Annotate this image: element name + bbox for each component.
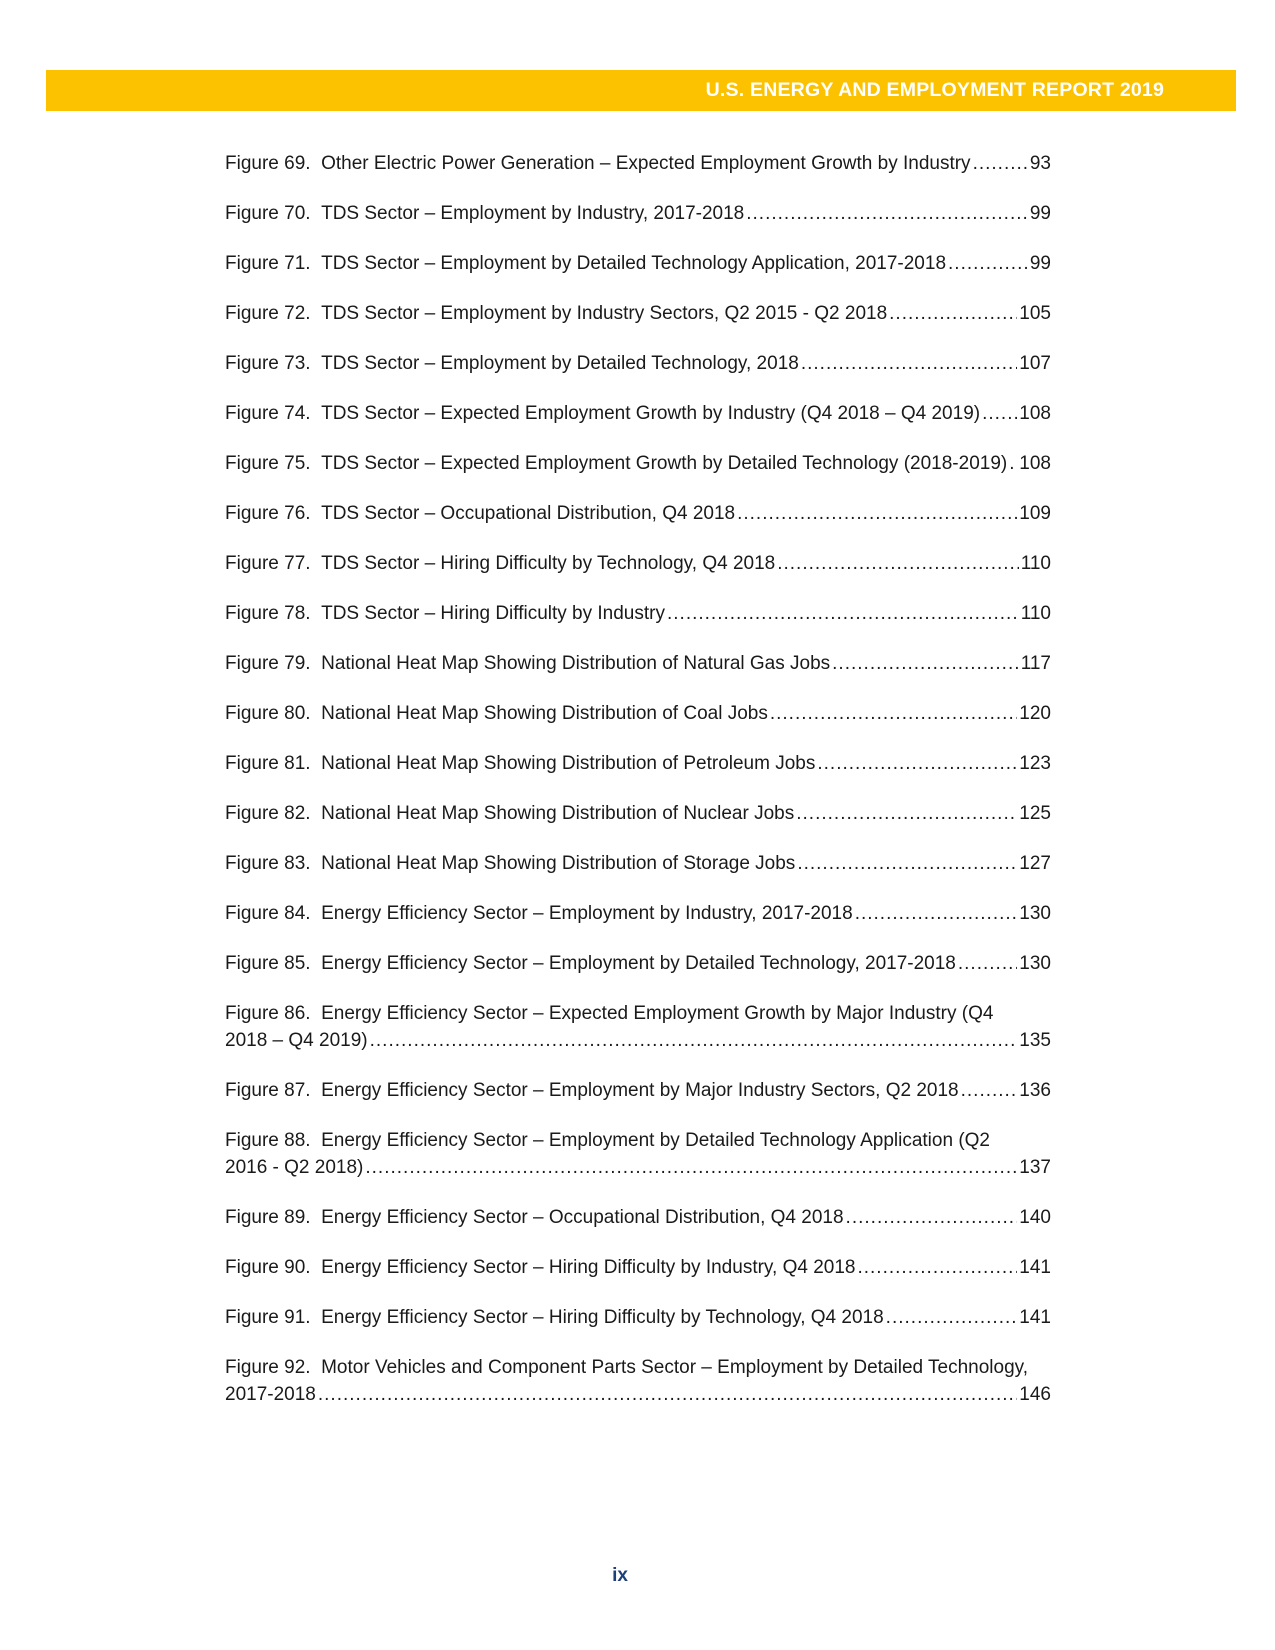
- toc-entry[interactable]: [225, 600, 1051, 627]
- figure-title: Energy Efficiency Sector – Hiring Difficulty by Technology, Q4 2018: [321, 1307, 884, 1328]
- page-ref: 137: [1019, 1157, 1051, 1178]
- toc-entry[interactable]: [225, 1077, 1051, 1104]
- figure-title: TDS Sector – Employment by Industry, 2017-2018: [321, 203, 745, 224]
- figure-caption: [225, 1254, 855, 1281]
- dot-leader: [832, 650, 1019, 677]
- figure-label: Figure 81.: [225, 753, 311, 774]
- toc-entry[interactable]: [225, 450, 1051, 477]
- figure-caption: [225, 850, 795, 877]
- figure-label: Figure 83.: [225, 853, 311, 874]
- page-ref: 110: [1020, 603, 1051, 624]
- dot-leader: [817, 750, 1017, 777]
- figure-title: Energy Efficiency Sector – Employment by Detailed Technology Application (Q2: [321, 1130, 990, 1151]
- figure-title: TDS Sector – Expected Employment Growth by Detailed Technology (2018-2019): [321, 453, 1008, 474]
- figure-title: TDS Sector – Expected Employment Growth by Industry (Q4 2018 – Q4 2019): [321, 403, 981, 424]
- page-ref: 99: [1029, 203, 1051, 224]
- figure-title: Motor Vehicles and Component Parts Sector – Employment by Detailed Technology,: [321, 1357, 1029, 1378]
- page-ref: 109: [1019, 503, 1051, 524]
- figure-caption: [225, 450, 1007, 477]
- toc-entry[interactable]: [225, 1127, 1051, 1181]
- figure-label: Figure 73.: [225, 353, 311, 374]
- dot-leader: [365, 1154, 1017, 1181]
- figure-label: Figure 84.: [225, 903, 311, 924]
- figure-label: Figure 89.: [225, 1207, 311, 1228]
- toc-entry[interactable]: [225, 500, 1051, 527]
- toc-entry[interactable]: [225, 1204, 1051, 1231]
- figure-title: Energy Efficiency Sector – Employment by Industry, 2017-2018: [321, 903, 853, 924]
- figure-caption: [225, 1077, 959, 1104]
- page-ref: 107: [1019, 353, 1051, 374]
- figure-label: Figure 86.: [225, 1003, 311, 1024]
- dot-leader: [770, 700, 1017, 727]
- figure-title: National Heat Map Showing Distribution of Coal Jobs: [321, 703, 768, 724]
- figure-caption: [225, 200, 744, 227]
- dot-leader: [855, 900, 1018, 927]
- toc-entry[interactable]: [225, 400, 1051, 427]
- figure-label: Figure 92.: [225, 1357, 311, 1378]
- figure-label: Figure 72.: [225, 303, 311, 324]
- figure-label: Figure 87.: [225, 1080, 311, 1101]
- toc-entry[interactable]: [225, 750, 1051, 777]
- figure-title: National Heat Map Showing Distribution of Natural Gas Jobs: [321, 653, 831, 674]
- figure-caption: [225, 900, 853, 927]
- figure-caption: [225, 1204, 844, 1231]
- figure-caption: [225, 950, 956, 977]
- figure-caption: [225, 750, 815, 777]
- figure-caption: [225, 150, 971, 177]
- toc-entry[interactable]: [225, 550, 1051, 577]
- figure-label: Figure 90.: [225, 1257, 311, 1278]
- figure-label: Figure 70.: [225, 203, 311, 224]
- page-ref: 117: [1020, 653, 1051, 674]
- figure-caption: [225, 400, 980, 427]
- toc-entry[interactable]: [225, 650, 1051, 677]
- figure-label: Figure 74.: [225, 403, 311, 424]
- dot-leader: [801, 350, 1017, 377]
- figure-title-continued: 2018 – Q4 2019): [225, 1030, 368, 1051]
- figure-title-continued: 2016 - Q2 2018): [225, 1157, 364, 1178]
- dot-leader: [797, 850, 1017, 877]
- toc-entry[interactable]: [225, 1354, 1051, 1408]
- figure-caption: [225, 550, 775, 577]
- figure-label: Figure 75.: [225, 453, 311, 474]
- page-ref: 110: [1020, 553, 1051, 574]
- toc-entry[interactable]: [225, 700, 1051, 727]
- dot-leader: [973, 150, 1028, 177]
- toc-entry[interactable]: [225, 200, 1051, 227]
- page-ref: 120: [1019, 703, 1051, 724]
- toc-entry[interactable]: [225, 250, 1051, 277]
- page-ref: 130: [1019, 903, 1051, 924]
- page-ref: 146: [1019, 1384, 1051, 1405]
- toc-entry[interactable]: [225, 900, 1051, 927]
- figure-caption: [225, 800, 794, 827]
- figure-title: TDS Sector – Employment by Detailed Technology, 2018: [321, 353, 799, 374]
- report-title: U.S. ENERGY AND EMPLOYMENT REPORT 2019: [705, 79, 1164, 101]
- figure-caption: [225, 700, 768, 727]
- figure-title: TDS Sector – Hiring Difficulty by Industry: [321, 603, 665, 624]
- figure-label: Figure 91.: [225, 1307, 311, 1328]
- figure-title: National Heat Map Showing Distribution of Storage Jobs: [321, 853, 796, 874]
- figure-title: Energy Efficiency Sector – Expected Employment Growth by Major Industry (Q4: [321, 1003, 994, 1024]
- dot-leader: [948, 250, 1028, 277]
- figure-title: Energy Efficiency Sector – Employment by Major Industry Sectors, Q2 2018: [321, 1080, 959, 1101]
- figure-title: TDS Sector – Employment by Detailed Technology Application, 2017-2018: [321, 253, 947, 274]
- figure-label: Figure 79.: [225, 653, 311, 674]
- figure-title: Other Electric Power Generation – Expected Employment Growth by Industry: [321, 153, 971, 174]
- toc-entry[interactable]: [225, 150, 1051, 177]
- figure-caption: [225, 250, 946, 277]
- figure-title-continued: 2017-2018: [225, 1384, 316, 1405]
- page-ref: 130: [1019, 953, 1051, 974]
- dot-leader: [1009, 450, 1017, 477]
- toc-entry[interactable]: [225, 350, 1051, 377]
- toc-entry[interactable]: [225, 950, 1051, 977]
- toc-entry[interactable]: [225, 800, 1051, 827]
- figure-label: Figure 88.: [225, 1130, 311, 1151]
- figure-title: TDS Sector – Occupational Distribution, Q4 2018: [321, 503, 736, 524]
- figure-label: Figure 80.: [225, 703, 311, 724]
- figure-label: Figure 85.: [225, 953, 311, 974]
- toc-entry[interactable]: [225, 1304, 1051, 1331]
- dot-leader: [777, 550, 1018, 577]
- page-ref: 140: [1019, 1207, 1051, 1228]
- page-ref: 108: [1019, 403, 1051, 424]
- dot-leader: [886, 1304, 1018, 1331]
- figure-caption: [225, 600, 665, 627]
- page-ref: 93: [1029, 153, 1051, 174]
- dot-leader: [370, 1027, 1018, 1054]
- figure-title: TDS Sector – Employment by Industry Sectors, Q2 2015 - Q2 2018: [321, 303, 888, 324]
- figure-label: Figure 77.: [225, 553, 311, 574]
- dot-leader: [857, 1254, 1017, 1281]
- figure-caption: [225, 650, 830, 677]
- page-number: ix: [612, 1565, 628, 1586]
- figure-caption: [225, 1304, 884, 1331]
- figure-title: Energy Efficiency Sector – Hiring Difficulty by Industry, Q4 2018: [321, 1257, 856, 1278]
- page-ref: 123: [1019, 753, 1051, 774]
- page-ref: 136: [1019, 1080, 1051, 1101]
- toc-entry[interactable]: [225, 1254, 1051, 1281]
- toc-entry[interactable]: [225, 300, 1051, 327]
- figure-label: Figure 82.: [225, 803, 311, 824]
- figure-label: Figure 78.: [225, 603, 311, 624]
- figure-caption: [225, 300, 887, 327]
- figure-title: TDS Sector – Hiring Difficulty by Technology, Q4 2018: [321, 553, 776, 574]
- page-ref: 141: [1019, 1257, 1051, 1278]
- dot-leader: [889, 300, 1017, 327]
- toc-entry[interactable]: [225, 850, 1051, 877]
- dot-leader: [318, 1381, 1017, 1408]
- header-bar: [46, 70, 1236, 111]
- figure-title: National Heat Map Showing Distribution of Nuclear Jobs: [321, 803, 795, 824]
- dot-leader: [958, 950, 1017, 977]
- page-ref: 127: [1019, 853, 1051, 874]
- page-ref: 125: [1019, 803, 1051, 824]
- page-ref: 135: [1019, 1030, 1051, 1051]
- figure-label: Figure 76.: [225, 503, 311, 524]
- page-ref: 108: [1019, 453, 1051, 474]
- page-ref: 141: [1019, 1307, 1051, 1328]
- dot-leader: [667, 600, 1019, 627]
- toc-entry[interactable]: [225, 1000, 1051, 1054]
- dot-leader: [982, 400, 1017, 427]
- figure-title: Energy Efficiency Sector – Occupational Distribution, Q4 2018: [321, 1207, 844, 1228]
- figure-label: Figure 71.: [225, 253, 311, 274]
- figure-title: Energy Efficiency Sector – Employment by Detailed Technology, 2017-2018: [321, 953, 956, 974]
- dot-leader: [796, 800, 1017, 827]
- figure-caption: [225, 500, 735, 527]
- figure-title: National Heat Map Showing Distribution of Petroleum Jobs: [321, 753, 816, 774]
- dot-leader: [746, 200, 1028, 227]
- page-ref: 105: [1019, 303, 1051, 324]
- figure-caption: [225, 350, 799, 377]
- dot-leader: [846, 1204, 1018, 1231]
- dot-leader: [961, 1077, 1018, 1104]
- figure-label: Figure 69.: [225, 153, 311, 174]
- page-ref: 99: [1029, 253, 1051, 274]
- dot-leader: [737, 500, 1017, 527]
